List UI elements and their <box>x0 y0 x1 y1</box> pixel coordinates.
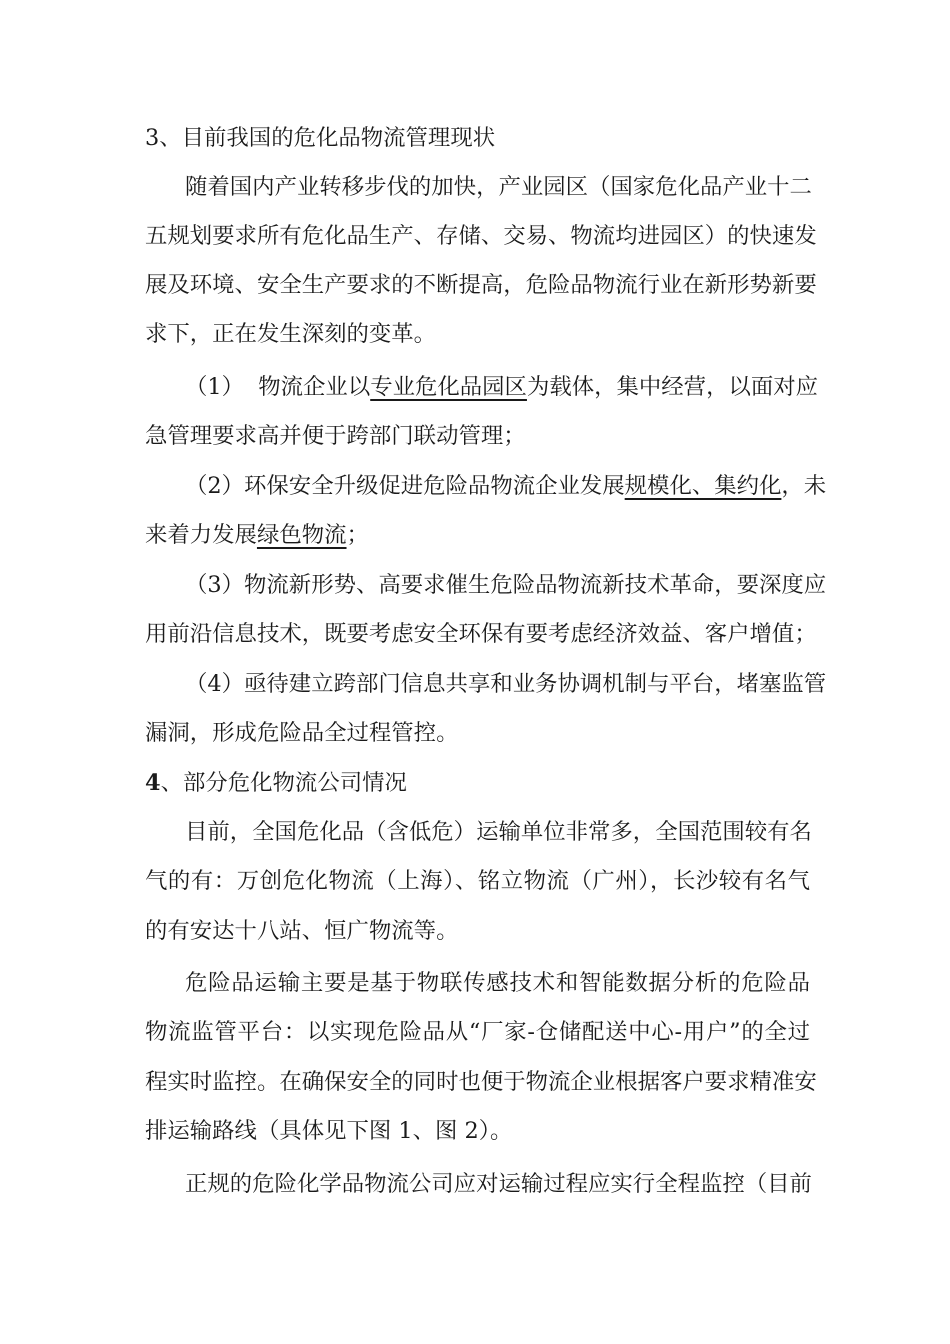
list-text: （1） 物流企业以 <box>185 374 371 400</box>
paragraph-line: 的有安达十八站、恒广物流等。 <box>145 918 459 944</box>
paragraph-line: 程实时监控。在确保安全的同时也便于物流企业根据客户要求精准安 <box>145 1069 817 1095</box>
list-item-4-line: （4）亟待建立跨部门信息共享和业务协调机制与平台，堵塞监管 <box>185 671 827 697</box>
paragraph-line: 正规的危险化学品物流公司应对运输过程应实行全程监控（目前 <box>185 1171 812 1197</box>
paragraph-line: 求下，正在发生深刻的变革。 <box>145 321 437 347</box>
heading-number: 4 <box>145 770 161 796</box>
list-text: （2）环保安全升级促进危险品物流企业发展 <box>185 473 625 499</box>
paragraph-line: 展及环境、安全生产要求的不断提高，危险品物流行业在新形势新要 <box>145 272 817 298</box>
list-item-2-line <box>145 518 810 552</box>
list-item-3-line: 用前沿信息技术，既要考虑安全环保有要考虑经济效益、客户增值； <box>145 621 817 647</box>
paragraph-line: 五规划要求所有危化品生产、存储、交易、物流均进园区）的快速发 <box>145 223 817 249</box>
list-item-2-line <box>185 469 827 503</box>
underlined-phrase: 绿色物流 <box>256 522 347 548</box>
underlined-phrase: 专业危化品园区 <box>370 374 527 400</box>
paragraph-line: 目前，全国危化品（含低危）运输单位非常多，全国范围较有名 <box>185 819 812 845</box>
paragraph-line: 排运输路线（具体见下图 1、图 2）。 <box>145 1118 513 1144</box>
list-text: ，未 <box>781 473 827 499</box>
list-item-3-line: （3）物流新形势、高要求催生危险品物流新技术革命，要深度应 <box>185 572 827 598</box>
paragraph-line: 物流监管平台：以实现危险品从“厂家-仓储配送中心-用户”的全过 <box>145 1019 810 1045</box>
list-text: 来着力发展 <box>145 522 257 548</box>
paragraph-line: 气的有：万创危化物流（上海）、铭立物流（广州），长沙较有名气 <box>145 868 810 894</box>
section-4-heading <box>145 766 810 800</box>
underlined-phrase: 规模化、集约化 <box>624 473 782 499</box>
list-item-4-line: 漏洞，形成危险品全过程管控。 <box>145 720 459 746</box>
heading-text: 、部分危化物流公司情况 <box>160 770 407 796</box>
list-text: 为载体，集中经营，以面对应 <box>526 374 819 400</box>
paragraph-line: 随着国内产业转移步伐的加快，产业园区（国家危化品产业十二 <box>185 174 812 200</box>
section-3-heading: 3、目前我国的危化品物流管理现状 <box>145 125 496 151</box>
list-item-1-line: 急管理要求高并便于跨部门联动管理； <box>145 423 526 449</box>
list-text: ； <box>346 522 369 548</box>
list-item-1-line <box>185 370 819 404</box>
paragraph-line: 危险品运输主要是基于物联传感技术和智能数据分析的危险品 <box>185 970 810 996</box>
